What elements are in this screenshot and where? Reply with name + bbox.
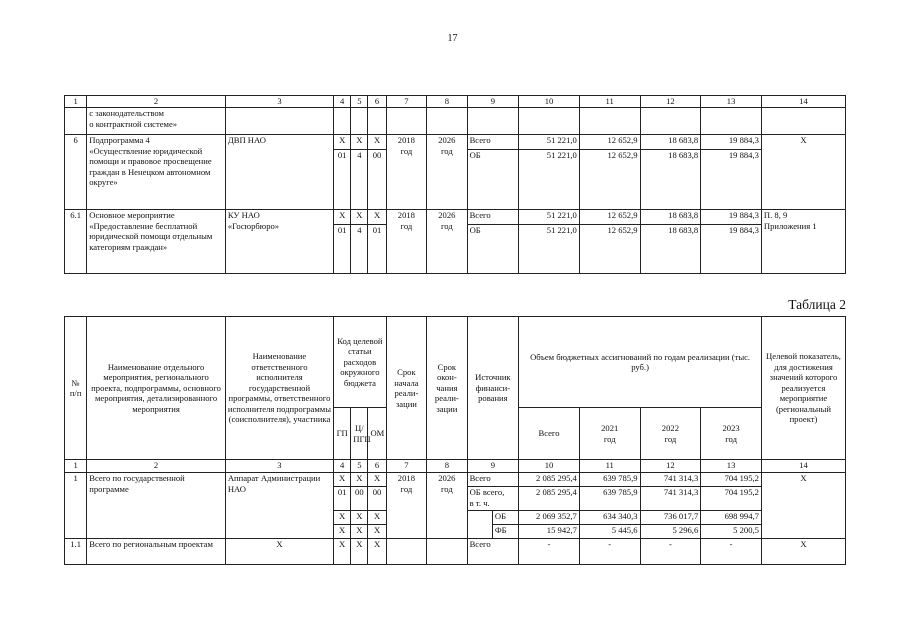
continued-text: с законодательством о контрактной системе» — [87, 108, 226, 135]
activity-name: Основное мероприятие «Предоставление бесплатной юридической помощи отдельным категориям граждан» — [87, 210, 226, 274]
table-row: 6.1 Основное мероприятие «Предоставление бесплатной юридической помощи отдельным категориям граждан» КУ НАО «Госюрбюро» Х Х Х 2018 год 2026 год Всего 51 221,0 12 652,9 18 683,8 19 884,3 П. 8, 9 Приложения 1 — [65, 210, 846, 225]
table-row: 1.1 Всего по региональным проектам Х Х Х Х Всего - - - - Х — [65, 539, 846, 565]
table-title: Таблица 2 — [788, 297, 846, 312]
header-executor: Наименование ответственного исполнителя государственной программы, ответственного исполнителя подпрограммы (соисполнителя), участника — [225, 317, 333, 460]
table-row: 01 4 01 ОБ 51 221,0 12 652,9 18 683,8 19 884,3 — [65, 225, 846, 274]
program-name: Всего по государственной программе — [87, 473, 226, 539]
header-volume: Объем бюджетных ассигнований по годам реализации (тыс. руб.) — [519, 317, 762, 408]
header-code: Код целевой статьи расходов окружного бюджета — [334, 317, 387, 408]
table-row: Х Х Х ОБ 2 069 352,7 634 340,3 736 017,7 698 994,7 — [65, 511, 846, 525]
executor: Аппарат Администрации НАО — [225, 473, 333, 539]
header-name: Наименование отдельного мероприятия, регионального проекта, подпрограммы, основного мероприятия, детализированного мероприятия — [87, 317, 226, 460]
header-target: Целевой показатель, для достижения значений которого реализуется мероприятие (региональный проект) — [761, 317, 845, 460]
page-number: 17 — [447, 33, 458, 44]
table-row: Х Х Х ФБ 15 942,7 5 445,6 5 296,6 5 200,5 — [65, 525, 846, 539]
continuation-table — [64, 95, 846, 274]
column-number-row: 1 2 3 4 5 6 7 8 9 10 11 12 13 14 — [65, 460, 846, 473]
header-row: ГП Ц/ ПГП ОМ Всего 2021 год 2022 год 2023 год — [65, 408, 846, 460]
subprogram-name: Подпрограмма 4 «Осуществление юридической помощи и правовое просвещение граждан в Ненецком автономном округе» — [87, 135, 226, 210]
budget-table — [64, 316, 846, 565]
table-row: 1 Всего по государственной программе Аппарат Администрации НАО Х Х Х 2018 год 2026 год Всего 2 085 295,4 639 785,9 741 314,3 704 195,2 Х — [65, 473, 846, 487]
table-row: 01 4 00 ОБ 51 221,0 12 652,9 18 683,8 19 884,3 — [65, 150, 846, 210]
table-row: 01 00 00 ОБ всего, в т. ч. 2 085 295,4 639 785,9 741 314,3 704 195,2 — [65, 487, 846, 511]
regional-projects-name: Всего по региональным проектам — [87, 539, 226, 565]
column-number-row: 1 2 3 4 5 6 7 8 9 10 11 12 13 14 — [65, 96, 846, 108]
table-row: 6 Подпрограмма 4 «Осуществление юридической помощи и правовое просвещение граждан в Ненецком автономном округе» ДВП НАО Х Х Х 2018 год 2026 год Всего 51 221,0 12 652,9 18 683,8 19 884,3 Х — [65, 135, 846, 150]
executor: КУ НАО «Госюрбюро» — [225, 210, 333, 274]
table-row — [65, 108, 846, 135]
executor: ДВП НАО — [225, 135, 333, 210]
header-row: № п/п Наименование отдельного мероприятия, регионального проекта, подпрограммы, основного мероприятия, детализированного мероприятия Наименование ответственного исполнителя государственной программы, ответственного исполнителя подпрограммы (соисполнителя), участника Код целевой статьи расходов окружного бюджета Срок начала реали-зации Срок окон-чания реали-зации Источник финанси-рования Объем бюджетных ассигнований по годам реализации (тыс. руб.) Целевой показатель, для достижения значений которого реализуется мероприятие (региональный проект) — [65, 317, 846, 408]
